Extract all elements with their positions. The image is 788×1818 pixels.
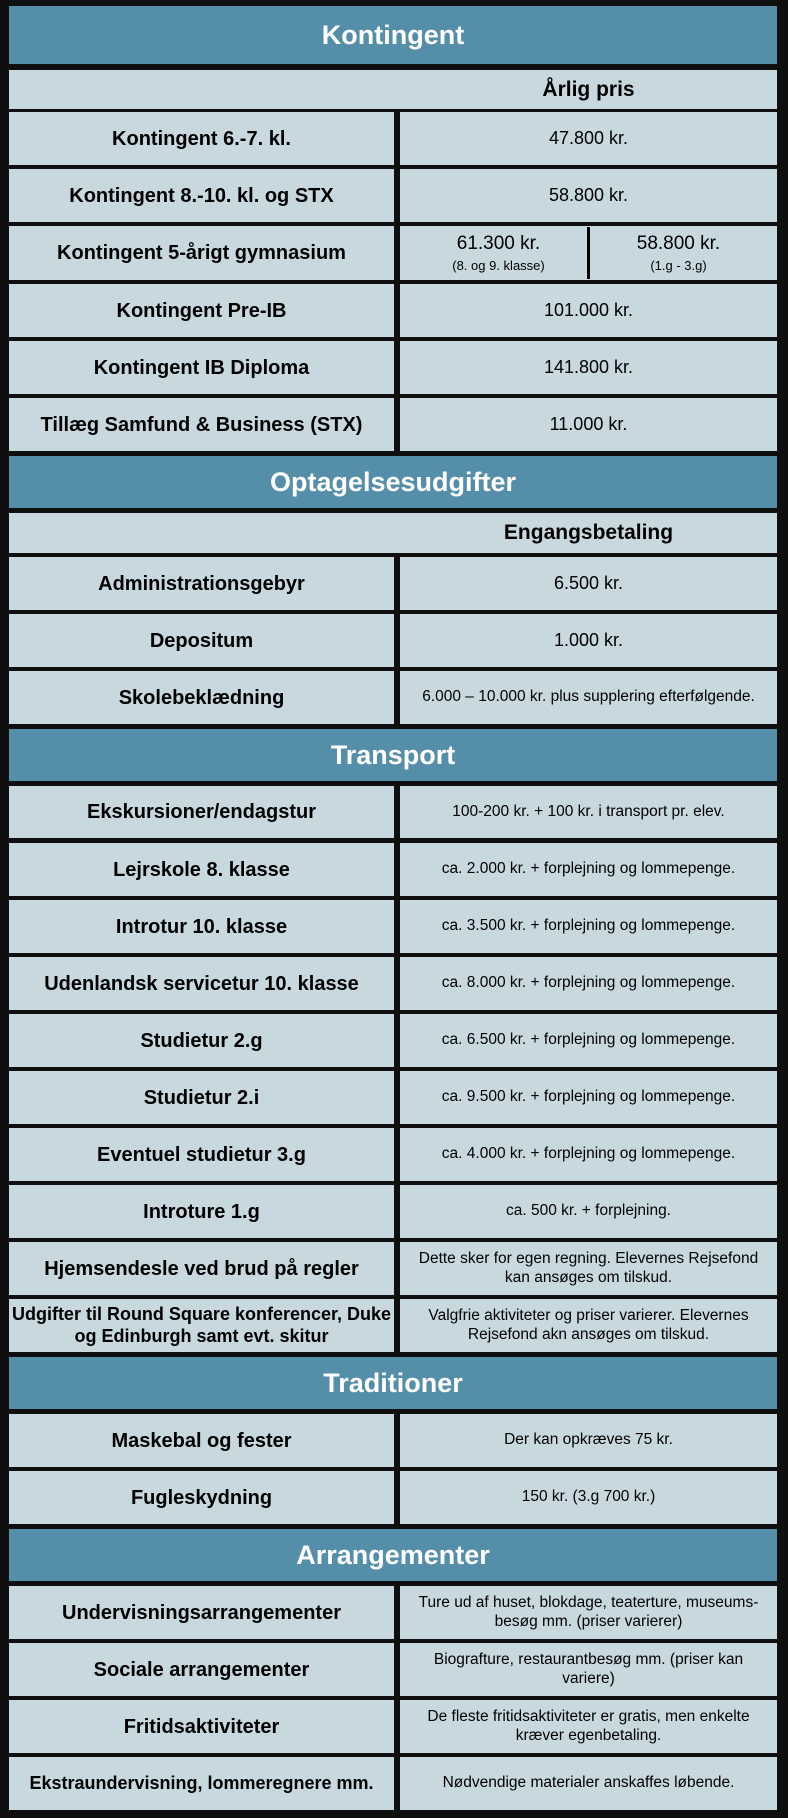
table-row (9, 284, 777, 337)
table-row (9, 1299, 777, 1352)
row-label: Studietur 2.i (9, 1071, 394, 1124)
row-value: 141.800 kr. (400, 341, 777, 394)
row-label: Ekstraundervisning, lommeregnere mm. (9, 1757, 394, 1810)
row-label: Administrationsgebyr (9, 557, 394, 610)
section-header-transport: Transport (9, 729, 777, 781)
row-value: 1.000 kr. (400, 614, 777, 667)
table-row (9, 1643, 777, 1696)
row-label: Kontingent 8.-10. kl. og STX (9, 169, 394, 222)
table-row (9, 169, 777, 222)
table-row (9, 341, 777, 394)
column-header-engangsbetaling: Engangsbetaling (9, 513, 777, 553)
table-row (9, 957, 777, 1010)
row-label: Kontingent 5-årigt gymnasium (9, 226, 394, 280)
table-row (9, 1586, 777, 1639)
row-value: Dette sker for egen regning. Elevernes Rejsefond kan ansøges om tilskud. (400, 1242, 777, 1295)
row-value: 150 kr. (3.g 700 kr.) (400, 1471, 777, 1524)
row-value: 47.800 kr. (400, 112, 777, 165)
row-label: Introture 1.g (9, 1185, 394, 1238)
row-label: Hjemsendesle ved brud på regler (9, 1242, 394, 1295)
row-value: 100-200 kr. + 100 kr. i transport pr. elev. (400, 786, 777, 838)
row-label: Kontingent IB Diploma (9, 341, 394, 394)
row-value: 58.800 kr. (400, 169, 777, 222)
row-value: ca. 9.500 kr. + forplejning og lommepenge. (400, 1071, 777, 1124)
row-value: ca. 3.500 kr. + forplejning og lommepenge. (400, 900, 777, 953)
row-label: Kontingent 6.-7. kl. (9, 112, 394, 165)
row-label: Fugleskydning (9, 1471, 394, 1524)
row-value: 6.000 – 10.000 kr. plus supplering efterfølgende. (400, 671, 777, 724)
row-value: Biografture, restaurantbesøg mm. (priser kan variere) (400, 1643, 777, 1696)
table-row (9, 1128, 777, 1181)
table-row (9, 900, 777, 953)
row-value-split (400, 226, 777, 280)
row-value: ca. 4.000 kr. + forplejning og lommepenge. (400, 1128, 777, 1181)
table-row (9, 1757, 777, 1810)
row-label: Maskebal og fester (9, 1414, 394, 1467)
row-label: Skolebeklædning (9, 671, 394, 724)
row-label: Kontingent Pre-IB (9, 284, 394, 337)
table-row (9, 112, 777, 165)
row-label: Lejrskole 8. klasse (9, 843, 394, 896)
row-value: Valgfrie aktiviteter og priser varierer. Elevernes Rejsefond akn ansøges om tilskud. (400, 1299, 777, 1352)
row-label: Fritidsaktiviteter (9, 1700, 394, 1753)
table-row (9, 557, 777, 610)
section-header-traditioner: Traditioner (9, 1357, 777, 1409)
row-value: ca. 2.000 kr. + forplejning og lommepenge. (400, 843, 777, 896)
row-label: Depositum (9, 614, 394, 667)
table-row (9, 1185, 777, 1238)
section-header-optagelsesudgifter: Optagelsesudgifter (9, 456, 777, 508)
row-value: De fleste fritidsaktiviteter er gratis, men enkelte kræver egenbetaling. (400, 1700, 777, 1753)
row-label: Tillæg Samfund & Business (STX) (9, 398, 394, 451)
table-row (9, 1071, 777, 1124)
table-row (9, 398, 777, 451)
row-value: Ture ud af huset, blokdage, teaterture, museums-besøg mm. (priser varierer) (400, 1586, 777, 1639)
row-value: Nødvendige materialer anskaffes løbende. (400, 1757, 777, 1810)
table-row (9, 1414, 777, 1467)
row-value: 101.000 kr. (400, 284, 777, 337)
row-label: Introtur 10. klasse (9, 900, 394, 953)
row-value: 11.000 kr. (400, 398, 777, 451)
column-header-arlig-pris: Årlig pris (9, 70, 777, 109)
price-1g-3g: 58.800 kr. (1.g - 3.g) (636, 232, 721, 273)
row-label: Eventuel studietur 3.g (9, 1128, 394, 1181)
table-row (9, 1014, 777, 1067)
table-row (9, 226, 777, 280)
table-row (9, 1700, 777, 1753)
table-row (9, 614, 777, 667)
price-8-9-klasse: 61.300 kr. (8. og 9. klasse) (452, 232, 545, 273)
section-header-kontingent: Kontingent (9, 6, 777, 64)
row-label: Udenlandsk servicetur 10. klasse (9, 957, 394, 1010)
row-label: Sociale arrangementer (9, 1643, 394, 1696)
row-label: Ekskursioner/endagstur (9, 786, 394, 838)
table-row (9, 843, 777, 896)
row-value: ca. 6.500 kr. + forplejning og lommepenge. (400, 1014, 777, 1067)
row-value: ca. 500 kr. + forplejning. (400, 1185, 777, 1238)
table-row (9, 1471, 777, 1524)
row-label: Studietur 2.g (9, 1014, 394, 1067)
row-value: 6.500 kr. (400, 557, 777, 610)
table-row (9, 786, 777, 838)
row-value: Der kan opkræves 75 kr. (400, 1414, 777, 1467)
row-label: Undervisningsarrangementer (9, 1586, 394, 1639)
row-value: ca. 8.000 kr. + forplejning og lommepenge. (400, 957, 777, 1010)
row-label: Udgifter til Round Square konferencer, Duke og Edinburgh samt evt. skitur (9, 1299, 394, 1352)
section-header-arrangementer: Arrangementer (9, 1529, 777, 1581)
table-row (9, 1242, 777, 1295)
table-row (9, 671, 777, 724)
